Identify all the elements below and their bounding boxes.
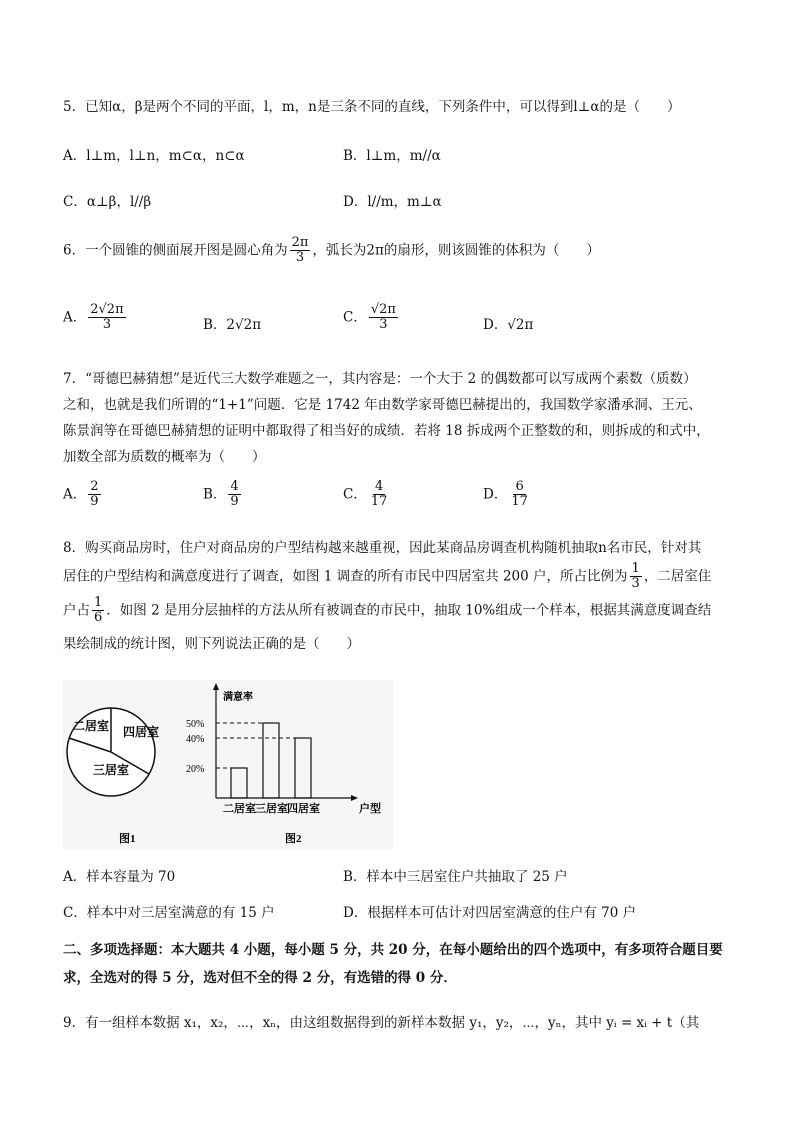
q7-option-a — [63, 480, 103, 510]
question-9-stem: 9．有一组样本数据 x₁，x₂，⋯，xₙ，由这组数据得到的新样本数据 y₁，y₂，⋯，yₙ，其中 yᵢ = xᵢ + t（其 — [63, 1015, 700, 1031]
q8-option-d: D．根据样本可估计对四居室满意的住户有 70 户 — [343, 905, 637, 921]
q6-c-label: C． — [343, 309, 367, 326]
q6-a-den: 3 — [102, 317, 112, 333]
q7-c-den: 17 — [370, 494, 388, 510]
pie-label-4room: 四居室 — [123, 725, 160, 739]
q8-line3a: 户占 — [63, 602, 90, 619]
q7-option-b — [203, 480, 243, 510]
q8-line2b: ，二居室住 — [643, 568, 712, 585]
q6-c-num: √2π — [370, 302, 396, 317]
q6-c-den: 3 — [379, 317, 388, 333]
q6-stem-part2: ，弧长为2π的扇形，则该圆锥的体积为（ ） — [312, 242, 600, 259]
q8-frac2 — [92, 596, 104, 626]
x-axis-label: 户型 — [359, 803, 381, 815]
q7-c-fraction — [369, 480, 390, 510]
q7-a-label: A． — [63, 486, 87, 503]
q6-c-fraction — [369, 303, 398, 333]
q5-option-b: B．l⊥m，m//α — [343, 148, 441, 164]
q7-line1: 7．“哥德巴赫猜想”是近代三大数学难题之一，其内容是：一个大于 2 的偶数都可以写成两个素数（质数） — [63, 371, 697, 387]
q8-line2a: 居住的户型结构和满意度进行了调查，如图 1 调查的所有市民中四居室共 200 户，所占比例为 — [63, 568, 628, 585]
q8-f2-den: 6 — [94, 610, 103, 626]
q8-frac1 — [630, 562, 642, 592]
q7-option-c — [343, 480, 391, 510]
q7-line4: 加数全部为质数的概率为（ ） — [63, 449, 266, 465]
q6-stem-part1: 6．一个圆锥的侧面展开图是圆心角为 — [63, 242, 288, 259]
q6-d-label: D． — [483, 317, 508, 333]
q7-line2: 之和，也就是我们所谓的“1+1”问题．它是 1742 年由数学家哥德巴赫提出的，我国数学家潘承洞、王元、 — [63, 397, 702, 413]
q6-frac-num: 2π — [291, 235, 309, 250]
pie-label-2room: 二居室 — [73, 719, 110, 733]
y-tick-label-1: 50% — [186, 719, 205, 730]
q6-b-label: B． — [203, 317, 227, 333]
q8-line3b: ．如图 2 是用分层抽样的方法从所有被调查的市民中，抽取 10%组成一个样本，根据其满意度调查结 — [106, 602, 712, 619]
section-2-line1: 二、多项选择题：本大题共 4 小题，每小题 5 分，共 20 分，在每小题给出的四个选项中，有多项符合题目要 — [63, 942, 723, 958]
q6-option-a — [63, 303, 128, 333]
question-8-stem — [63, 534, 754, 658]
q6-option-d — [483, 313, 533, 333]
q7-d-label: D． — [483, 486, 508, 503]
fig1-caption: 图1 — [119, 833, 136, 845]
q8-f1-den: 3 — [631, 576, 640, 592]
q7-a-fraction — [88, 480, 100, 510]
q5-option-d: D．l//m，m⊥α — [343, 194, 442, 210]
q6-angle-fraction — [290, 236, 311, 266]
q7-b-fraction — [228, 480, 240, 510]
q7-option-d — [483, 480, 532, 510]
pie-label-3room: 三居室 — [93, 763, 130, 777]
q7-c-num: 4 — [374, 479, 384, 494]
q6-a-label: A． — [63, 309, 87, 326]
category-label-2: 三居室 — [255, 803, 288, 815]
q6-a-num: 2√2π — [90, 302, 124, 317]
q8-option-a: A．样本容量为 70 — [63, 869, 176, 885]
q7-a-num: 2 — [90, 479, 99, 494]
q8-f2-num: 1 — [94, 595, 103, 610]
q7-b-den: 9 — [230, 494, 239, 510]
q6-option-b — [203, 313, 261, 333]
category-label-1: 二居室 — [223, 803, 256, 815]
q8-figure-svg — [63, 680, 393, 850]
q6-d-value: √2π — [507, 317, 534, 333]
y-axis-label: 满意率 — [223, 692, 253, 703]
q7-a-den: 9 — [90, 494, 99, 510]
q5-option-c: C．α⊥β，l//β — [63, 194, 152, 210]
q7-d-den: 17 — [511, 494, 528, 510]
y-tick-label-2: 40% — [186, 734, 205, 745]
q7-line3: 陈景润等在哥德巴赫猜想的证明中都取得了相当好的成绩．若将 18 拆成两个正整数的和，则拆成的和式中， — [63, 423, 710, 439]
q8-figure — [63, 680, 393, 850]
q7-d-fraction — [509, 480, 530, 510]
fig2-caption: 图2 — [285, 833, 302, 845]
q8-line2 — [63, 562, 754, 596]
section-2-line2: 求，全选对的得 5 分，选对但不全的得 2 分，有选错的得 0 分． — [63, 970, 457, 986]
q7-d-num: 6 — [515, 479, 524, 494]
q7-c-label: C． — [343, 486, 367, 503]
q5-option-a: A．l⊥m，l⊥n，m⊂α，n⊂α — [63, 148, 245, 164]
q8-option-b: B．样本中三居室住户共抽取了 25 户 — [343, 869, 568, 885]
q8-line3 — [63, 596, 754, 630]
q6-frac-den: 3 — [295, 250, 305, 266]
q8-line4: 果绘制成的统计图，则下列说法正确的是（ ） — [63, 636, 360, 652]
q7-b-label: B． — [203, 486, 227, 503]
section-2-heading — [63, 936, 754, 992]
question-7-stem — [63, 366, 754, 470]
q8-f1-num: 1 — [631, 561, 640, 576]
q6-a-fraction — [88, 303, 125, 333]
question-5-stem: 5．已知α，β是两个不同的平面，l，m，n是三条不同的直线，下列条件中，可以得到l⊥α的是（ ） — [63, 99, 681, 115]
q7-b-num: 4 — [230, 479, 239, 494]
q8-option-c: C．样本中对三居室满意的有 15 户 — [63, 905, 275, 921]
q6-b-value: 2√2π — [226, 317, 262, 333]
category-label-3: 四居室 — [287, 803, 320, 815]
q8-line1: 8．购买商品房时，住户对商品房的户型结构越来越重视，因此某商品房调查机构随机抽取n名市民，针对其 — [63, 540, 702, 556]
q6-option-c — [343, 303, 400, 333]
question-6-stem — [63, 236, 754, 266]
y-tick-label-3: 20% — [186, 764, 205, 775]
